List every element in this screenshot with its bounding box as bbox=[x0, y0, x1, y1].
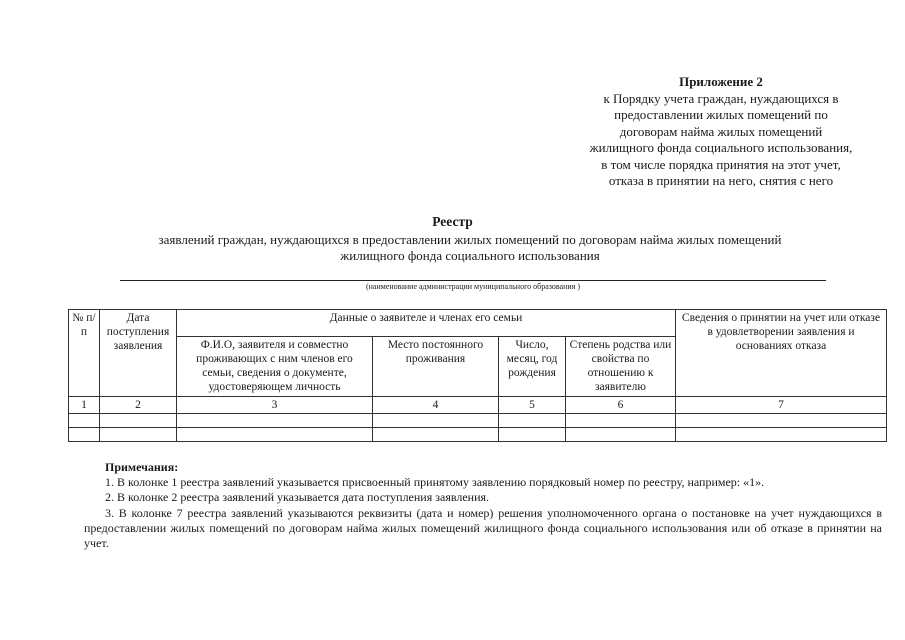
empty-cell bbox=[177, 414, 373, 428]
header-cell-date: Дата поступления заявления bbox=[100, 310, 177, 397]
appendix-line: к Порядку учета граждан, нуждающихся в bbox=[603, 90, 839, 106]
column-number-cell: 1 bbox=[69, 397, 100, 414]
header-cell-fio: Ф.И.О, заявителя и совместно проживающих с ним членов его семьи, сведения о документе, удостоверяющем личность bbox=[177, 337, 373, 397]
appendix-line: жилищного фонда социального использования, bbox=[589, 140, 853, 155]
register-subtitle bbox=[80, 232, 860, 264]
column-number-row bbox=[69, 397, 887, 414]
empty-cell bbox=[69, 428, 100, 442]
empty-cell bbox=[676, 414, 887, 428]
header-cell-residence: Место постоянного проживания bbox=[373, 337, 499, 397]
column-number-cell: 7 bbox=[676, 397, 887, 414]
note-item: 2. В колонке 2 реестра заявлений указывается дата поступления заявления. bbox=[105, 490, 490, 505]
empty-cell bbox=[566, 414, 676, 428]
empty-cell bbox=[373, 428, 499, 442]
appendix-line: в том числе порядка принятия на этот учет, bbox=[601, 156, 841, 172]
admin-name-blank-line bbox=[120, 280, 826, 281]
appendix-header bbox=[560, 74, 882, 190]
register-table bbox=[68, 309, 887, 442]
empty-cell bbox=[177, 428, 373, 442]
empty-cell bbox=[100, 414, 177, 428]
appendix-title: Приложение 2 bbox=[679, 74, 763, 89]
header-cell-decision: Сведения о принятии на учет или отказе в удовлетворении заявления и основаниях отказа bbox=[676, 310, 887, 397]
note-item: 3. В колонке 7 реестра заявлений указываются реквизиты (дата и номер) решения уполномоченного органа о постановке на учет нуждающихся в предоставлении жилых помещений по договорам найма жилых помещений жилищного фонда социального использования или об отказе в принятии на учет. bbox=[84, 505, 882, 551]
column-number-cell: 3 bbox=[177, 397, 373, 414]
column-number-cell: 2 bbox=[100, 397, 177, 414]
register-subtitle-line: жилищного фонда социального использования bbox=[340, 248, 600, 263]
note-item: 1. В колонке 1 реестра заявлений указывается присвоенный принятому заявлению порядковый номер по реестру, например: «1». bbox=[105, 475, 765, 490]
header-cell-applicant-data: Данные о заявителе и членах его семьи bbox=[177, 310, 676, 337]
column-number-cell: 5 bbox=[499, 397, 566, 414]
table-row bbox=[69, 428, 887, 442]
empty-cell bbox=[676, 428, 887, 442]
empty-cell bbox=[499, 428, 566, 442]
empty-cell bbox=[373, 414, 499, 428]
empty-cell bbox=[100, 428, 177, 442]
empty-cell bbox=[69, 414, 100, 428]
register-subtitle-line: заявлений граждан, нуждающихся в предоставлении жилых помещений по договорам найма жилых помещений bbox=[158, 232, 782, 247]
notes-section bbox=[84, 460, 882, 551]
notes-title: Примечания: bbox=[105, 460, 179, 474]
appendix-line: отказа в принятии на него, снятия с него bbox=[608, 173, 834, 188]
header-cell-relation: Степень родства или свойства по отношению к заявителю bbox=[566, 337, 676, 397]
admin-name-caption: (наименование администрации муниципального образования ) bbox=[365, 282, 581, 291]
appendix-line: договорам найма жилых помещений bbox=[619, 123, 823, 139]
header-cell-number: № п/п bbox=[69, 310, 100, 397]
table-row bbox=[69, 414, 887, 428]
empty-cell bbox=[566, 428, 676, 442]
column-number-cell: 6 bbox=[566, 397, 676, 414]
register-title: Реестр bbox=[432, 214, 473, 229]
empty-cell bbox=[499, 414, 566, 428]
column-number-cell: 4 bbox=[373, 397, 499, 414]
appendix-line: предоставлении жилых помещений по bbox=[614, 107, 828, 122]
header-cell-birthdate: Число, месяц, год рождения bbox=[499, 337, 566, 397]
